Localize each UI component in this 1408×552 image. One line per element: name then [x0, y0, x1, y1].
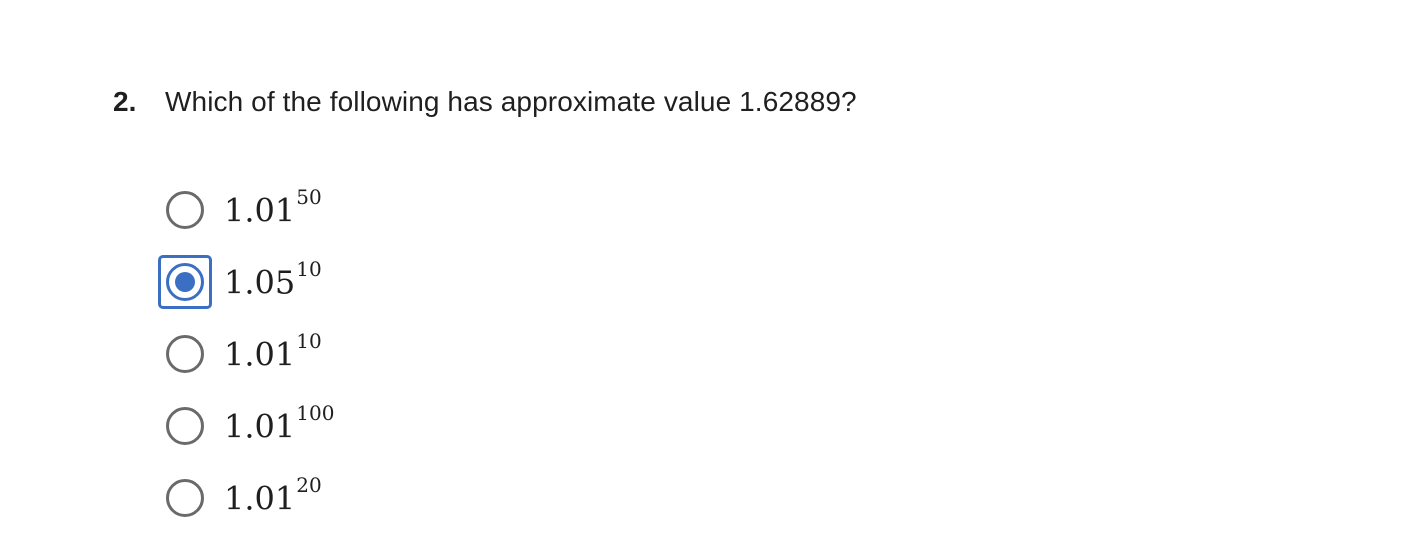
answer-exponent: 10 [296, 329, 322, 354]
answer-option-2[interactable] [158, 246, 334, 318]
radio-button[interactable] [166, 479, 204, 517]
answer-option-5[interactable] [158, 462, 334, 534]
radio-button[interactable] [166, 407, 204, 445]
radio-focus-ring [158, 399, 212, 453]
answer-exponent: 10 [296, 257, 322, 282]
answer-label [224, 473, 322, 518]
answer-option-3[interactable] [158, 318, 334, 390]
radio-button[interactable] [166, 335, 204, 373]
answer-base: 1.01 [224, 407, 296, 446]
radio-focus-ring [158, 255, 212, 309]
question-block [113, 86, 1313, 518]
answer-option-1[interactable] [158, 174, 334, 246]
answer-exponent: 100 [296, 401, 335, 426]
answer-label [224, 185, 322, 230]
answer-base: 1.01 [224, 479, 296, 518]
answer-base: 1.01 [224, 191, 296, 230]
radio-button[interactable] [166, 191, 204, 229]
answer-option-4[interactable] [158, 390, 334, 462]
answer-base: 1.01 [224, 335, 296, 374]
answer-label [224, 257, 322, 302]
answer-base: 1.05 [224, 263, 296, 302]
answer-label [224, 329, 322, 374]
answer-exponent: 20 [296, 473, 322, 498]
question-text: Which of the following has approximate value 1.62889? [165, 86, 857, 117]
radio-focus-ring [158, 183, 212, 237]
answer-exponent: 50 [296, 185, 322, 210]
radio-focus-ring [158, 471, 212, 525]
answer-label [224, 401, 335, 446]
radio-button[interactable] [166, 263, 204, 301]
question-header [113, 86, 1313, 128]
question-number: 2. [113, 86, 137, 117]
radio-focus-ring [158, 327, 212, 381]
answer-options [158, 174, 334, 534]
